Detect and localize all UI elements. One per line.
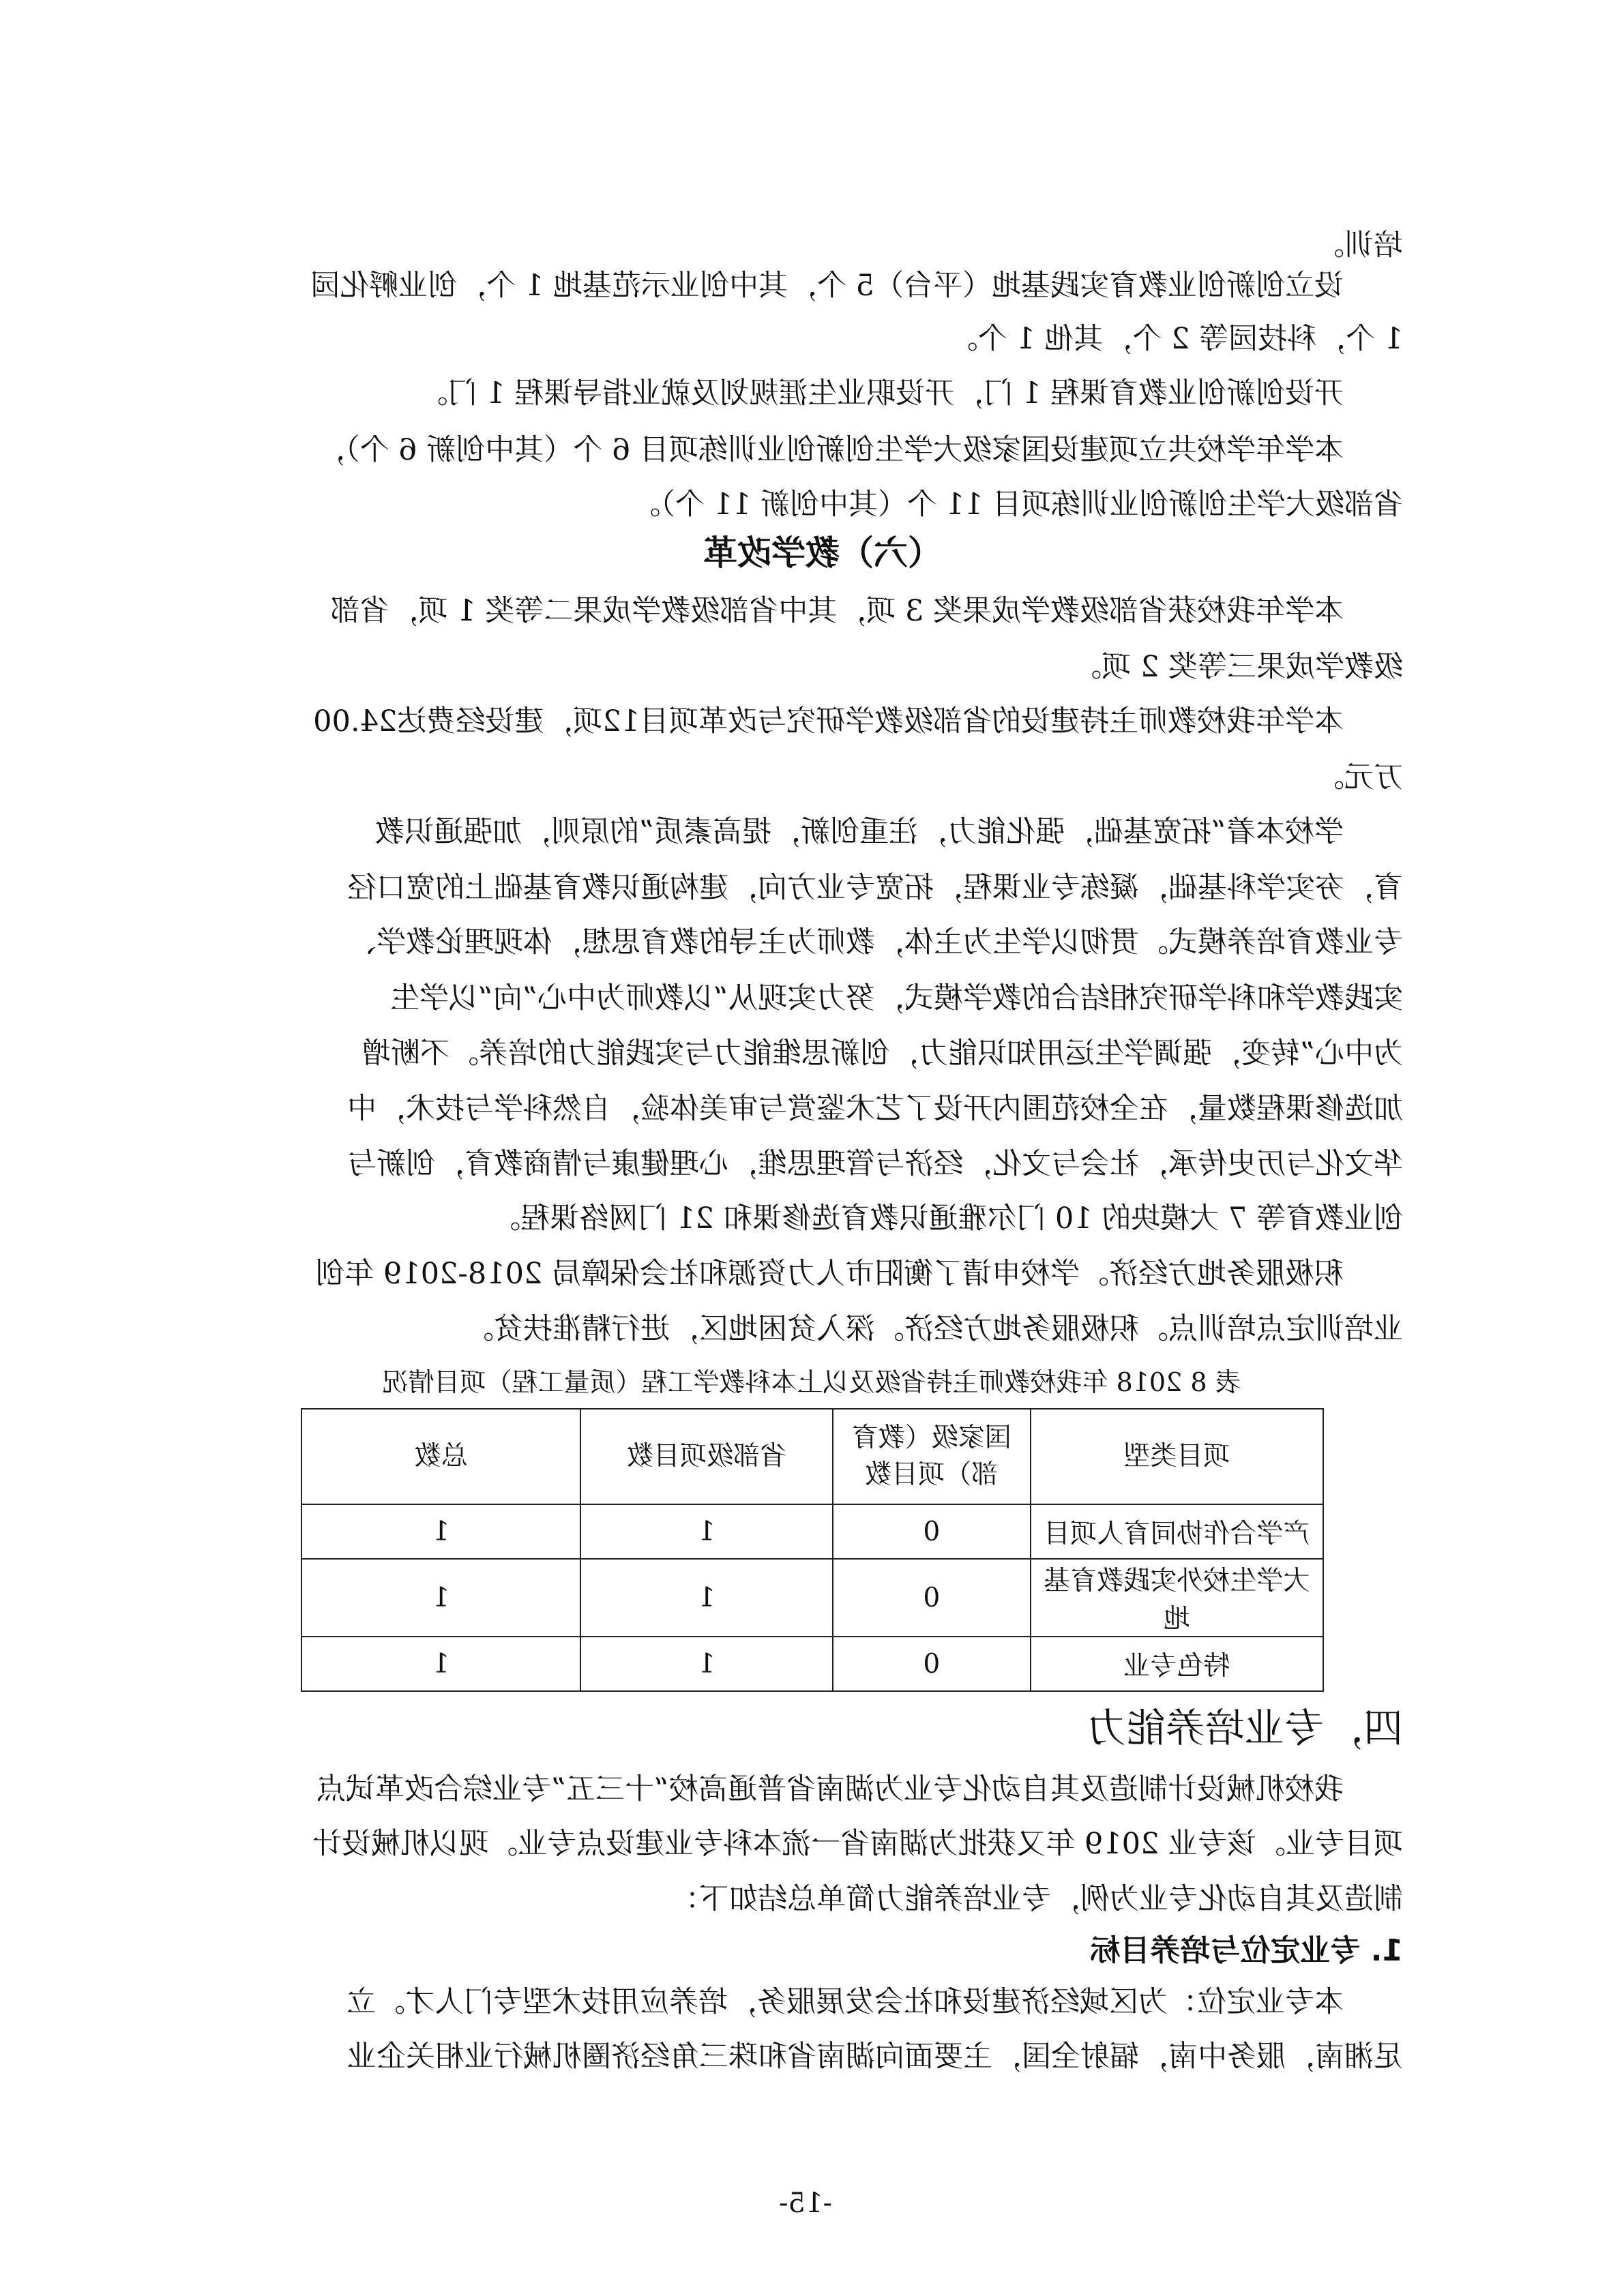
paragraph-line: 为中心”转变，强调学生运用知识能力，创新思维能力与实践能力的培养。不断增 bbox=[361, 1037, 1403, 1071]
paragraph-line: 项目专业。该专业 2019 年又获批为湖南省一流本科专业建设点专业。现以机械设计 bbox=[312, 1827, 1403, 1861]
paragraph-line: 开设创新创业教育课程 1 门，开设职业生涯规划及就业指导课程 1 门。 bbox=[418, 376, 1344, 411]
paragraph-line: 足湘南，服务中南，辐射全国，主要面向湖南省和珠三角经济圈机械行业相关企业 bbox=[347, 2040, 1403, 2074]
cell-provincial-count: 1 bbox=[580, 1559, 832, 1637]
paragraph-line: 学校本着“拓宽基础，强化能力，注重创新，提高素质”的原则，加强通识教 bbox=[375, 815, 1344, 849]
paragraph-line: 本学年学校共立项建设国家级大学生创新创业训练项目 6 个（其中创新 6 个）， bbox=[316, 433, 1344, 467]
page-number: -15- bbox=[779, 2188, 832, 2219]
table-header-row bbox=[301, 1409, 1323, 1504]
header-provincial-count: 省部级项目数 bbox=[580, 1409, 832, 1504]
chapter-heading-professional-training: 四，专业培养能力 bbox=[1086, 1705, 1403, 1751]
paragraph-line: 实践教学和科学研究相结合的教学模式，努力实现从“以教师为中心”向“以学生 bbox=[390, 981, 1403, 1015]
table-row bbox=[301, 1559, 1323, 1637]
cell-provincial-count: 1 bbox=[580, 1637, 832, 1691]
paragraph-line: 我校机械设计制造及其自动化专业为湖南省普通高校“十三五”专业综合改革试点 bbox=[316, 1772, 1344, 1806]
paragraph-line: 业培训定点培训点。积极服务地方经济。深入贫困地区，进行精准扶贫。 bbox=[464, 1312, 1403, 1346]
paragraph-line: 本专业定位：为区域经济建设和社会发展服务，培养应用技术型专门人才。立 bbox=[346, 1985, 1344, 2019]
paragraph-line: 积极服务地方经济。学校申请了衡阳市人力资源和社会保障局 2018-2019 年创 bbox=[315, 1257, 1344, 1291]
paragraph-line: 本学年我校获省部级教学成果奖 3 项，其中省部级教学成果二等奖 1 项，省部 bbox=[330, 594, 1344, 628]
section-heading-teaching-reform: （六）教学改革 bbox=[703, 533, 942, 573]
cell-national-count: 0 bbox=[833, 1637, 1031, 1691]
cell-total: 1 bbox=[301, 1637, 580, 1691]
paragraph-line: 培训。 bbox=[1315, 228, 1403, 263]
table-row bbox=[301, 1637, 1323, 1691]
paragraph-line: 级教学成果三等奖 2 项。 bbox=[1072, 650, 1403, 684]
paragraph-line: 省部级大学生创新创业训练项目 11 个（其中创新 11 个）。 bbox=[631, 488, 1403, 522]
cell-total: 1 bbox=[301, 1504, 580, 1559]
cell-project-type: 产学合作协同育人项目 bbox=[1031, 1504, 1323, 1559]
table-row bbox=[301, 1504, 1323, 1559]
subsection-heading-positioning: 1. 专业定位与培养目标 bbox=[1090, 1933, 1403, 1968]
cell-total: 1 bbox=[301, 1559, 580, 1637]
paragraph-line: 制造及其自动化专业为例，专业培养能力简单总结如下： bbox=[670, 1882, 1403, 1916]
paragraph-line: 万元。 bbox=[1315, 760, 1403, 794]
paragraph-line: 育，夯实学科基础，凝练专业课程，拓宽专业方向，建构通识教育基础上的宽口径 bbox=[347, 871, 1403, 905]
cell-project-type: 特色专业 bbox=[1031, 1637, 1323, 1691]
table-caption: 表 8 2018 年我校教师主持省级及以上本科教学工程（质量工程）项目情况 bbox=[382, 1367, 1241, 1397]
paragraph-line: 华文化与历史传承，社会与文化，经济与管理思维，心理健康与情商教育，创新与 bbox=[347, 1147, 1403, 1181]
cell-national-count: 0 bbox=[833, 1504, 1031, 1559]
header-national-count: 国家级（教育部）项目数 bbox=[833, 1409, 1031, 1504]
project-table bbox=[301, 1408, 1324, 1692]
header-total: 总数 bbox=[301, 1409, 580, 1504]
paragraph-line: 设立创新创业教育实践基地（平台）5 个，其中创业示范基地 1 个，创业孵化园 bbox=[310, 269, 1344, 303]
cell-project-type: 大学生校外实践教育基地 bbox=[1031, 1559, 1323, 1637]
paragraph-line: 加选修课程数量，在全校范围内开设了艺术鉴赏与审美体验，自然科学与技术，中 bbox=[347, 1092, 1403, 1126]
paragraph-line: 1 个，科技园等 2 个，其他 1 个。 bbox=[948, 322, 1403, 356]
paragraph-line: 专业教育培养模式。贯彻以学生为主体，教师为主导的教育思想，体现理论教学、 bbox=[347, 925, 1403, 959]
cell-national-count: 0 bbox=[833, 1559, 1031, 1637]
paragraph-line: 创业教育等 7 大模块的 10 门尔雅通识教育选修课和 21 门网络课程。 bbox=[491, 1202, 1403, 1236]
header-project-type: 项目类型 bbox=[1031, 1409, 1323, 1504]
paragraph-line: 本学年我校教师主持建设的省部级教学研究与改革项目12项，建设经费达24.00 bbox=[313, 704, 1344, 739]
cell-provincial-count: 1 bbox=[580, 1504, 832, 1559]
